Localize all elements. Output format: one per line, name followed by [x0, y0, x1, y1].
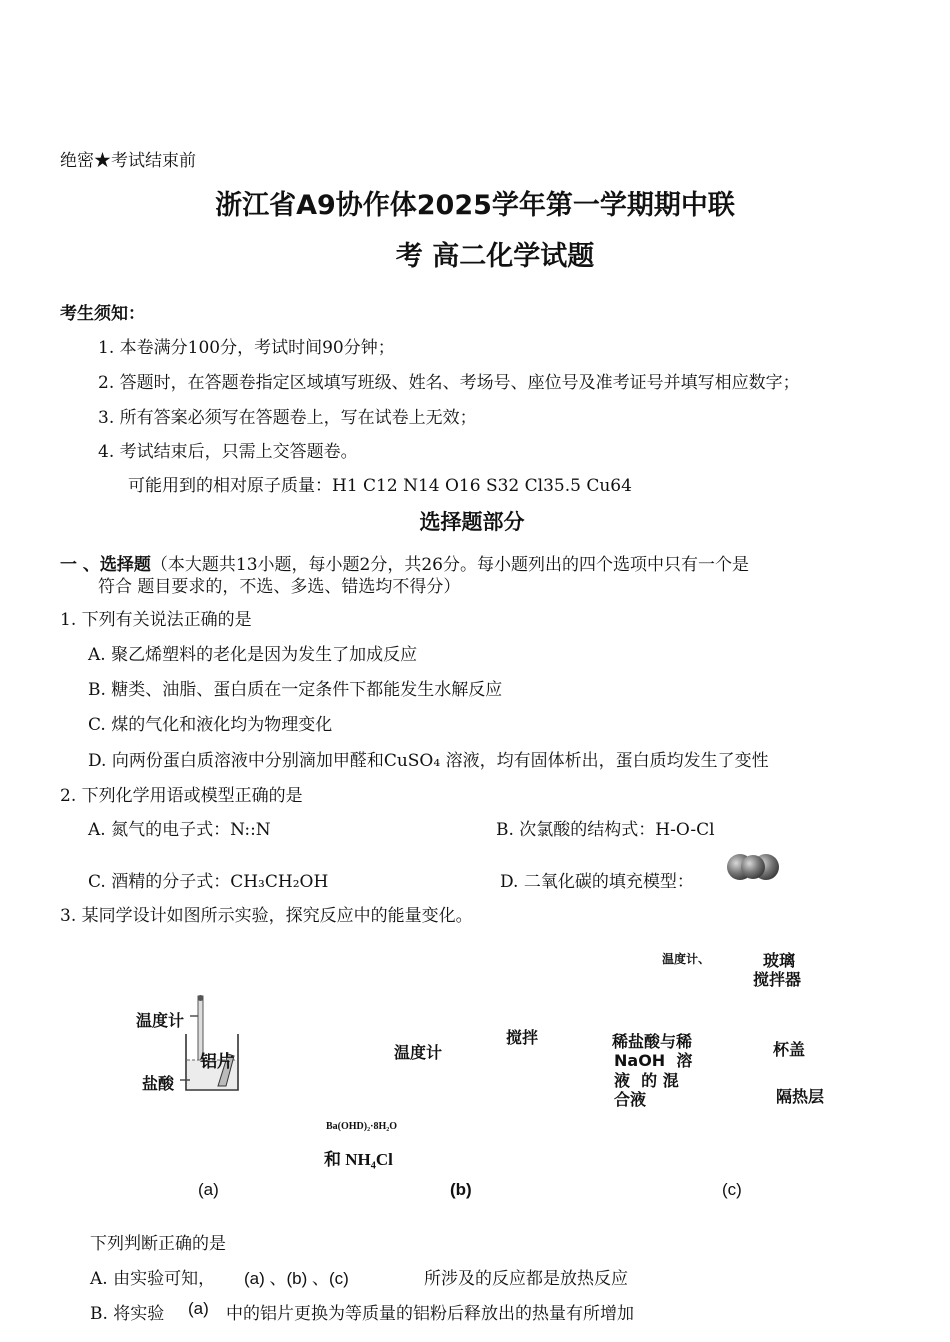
figure-b-stir-label: 搅拌	[506, 1028, 539, 1047]
figure-c-stirrer-label-line1: 玻璃	[763, 951, 796, 970]
question-3-option-b-figure: (a)	[188, 1299, 209, 1318]
notice-item: 1. 本卷满分100分，考试时间90分钟；	[98, 338, 395, 358]
figure-a-acid-label: 盐酸	[142, 1074, 175, 1093]
figure-c-thermometer-label: 温度计、	[662, 952, 711, 966]
question-1-option-a: A. 聚乙烯塑料的老化是因为发生了加成反应	[88, 645, 418, 665]
page-title-line2: 考 高二化学试题	[395, 241, 595, 272]
ethanol-formula: CH₃CH₂OH	[230, 872, 329, 892]
atomic-masses: 可能用到的相对原子质量：H1 C12 N14 O16 S32 Cl35.5 Cu64	[128, 476, 632, 496]
part-description-cont: 符合 题目要求的，不选、多选、错选均不得分）	[98, 577, 461, 597]
section-title: 选择题部分	[419, 510, 525, 534]
question-2-option-c-label: C. 酒精的分子式：	[88, 872, 231, 892]
notice-heading: 考生须知：	[60, 304, 145, 323]
part-label: 一 、选择题	[60, 555, 151, 575]
question-3-option-a-figures: (a) 、(b) 、(c)	[244, 1269, 349, 1288]
secrecy-label: 绝密★考试结束前	[60, 151, 196, 171]
figure-a-caption: (a)	[198, 1180, 219, 1199]
question-2-option-d: D. 二氧化碳的填充模型：	[500, 872, 694, 892]
question-1-option-b: B. 糖类、油脂、蛋白质在一定条件下都能发生水解反应	[88, 680, 503, 700]
co2-space-filling-model	[726, 850, 780, 884]
question-3-option-b-label: B. 将实验	[90, 1304, 165, 1324]
figure-b-reagent-label: 和 NH₄Cl	[324, 1150, 393, 1169]
figure-c-mixture-label-line1: 稀盐酸与稀	[612, 1032, 693, 1051]
figure-c-mixture-label-line4: 合液	[614, 1090, 647, 1109]
question-3-option-a-label: A. 由实验可知，	[90, 1269, 216, 1289]
question-2-option-a: A. 氮气的电子式：N::N	[88, 820, 271, 840]
figure-b-caption: (b)	[450, 1180, 472, 1199]
question-3-stem: 3. 某同学设计如图所示实验，探究反应中的能量变化。	[60, 906, 473, 926]
figure-b-thermometer-label: 温度计	[394, 1043, 443, 1062]
question-1-option-d: D. 向两份蛋白质溶液中分别滴加甲醛和CuSO₄ 溶液，均有固体析出，蛋白质均发生了变性	[88, 751, 769, 771]
figure-c-lid-label: 杯盖	[773, 1040, 806, 1059]
figure-c-mixture-label-line3: 液 的 混	[614, 1071, 679, 1090]
figure-a-aluminum-label: 铝片	[200, 1052, 234, 1072]
part-description: （本大题共13小题，每小题2分，共26分。每小题列出的四个选项中只有一个是	[150, 555, 749, 575]
question-1-option-c: C. 煤的气化和液化均为物理变化	[88, 715, 333, 735]
question-1-stem: 1. 下列有关说法正确的是	[60, 610, 252, 630]
figure-c-caption: (c)	[722, 1180, 742, 1199]
question-3-option-a-text: 所涉及的反应都是放热反应	[424, 1269, 628, 1289]
thermometer-bulb	[198, 995, 204, 1001]
notice-item: 4. 考试结束后，只需上交答题卷。	[98, 442, 358, 462]
page-title-line1: 浙江省A9协作体2025学年第一学期期中联	[215, 190, 735, 221]
figure-a-thermometer-label: 温度计	[136, 1011, 185, 1030]
question-3-option-b-text: 中的铝片更换为等质量的铝粉后释放出的热量有所增加	[226, 1304, 634, 1324]
figure-b-reagent-formula: Ba(OHD)₂·8H₂O	[326, 1121, 397, 1132]
figure-c-stirrer-label-line2: 搅拌器	[753, 970, 802, 989]
figure-c-insulation-label: 隔热层	[776, 1087, 825, 1106]
carbon-atom	[741, 855, 765, 879]
question-2-stem: 2. 下列化学用语或模型正确的是	[60, 786, 303, 806]
question-3-judge-prompt: 下列判断正确的是	[90, 1234, 226, 1254]
figure-c-mixture-label-line2: NaOH 溶	[614, 1051, 693, 1070]
question-2-option-b: B. 次氯酸的结构式：H-O-Cl	[496, 820, 715, 840]
notice-item: 2. 答题时，在答题卷指定区域填写班级、姓名、考场号、座位号及准考证号并填写相应数字；	[98, 373, 800, 393]
notice-item: 3. 所有答案必须写在答题卷上，写在试卷上无效；	[98, 408, 477, 428]
